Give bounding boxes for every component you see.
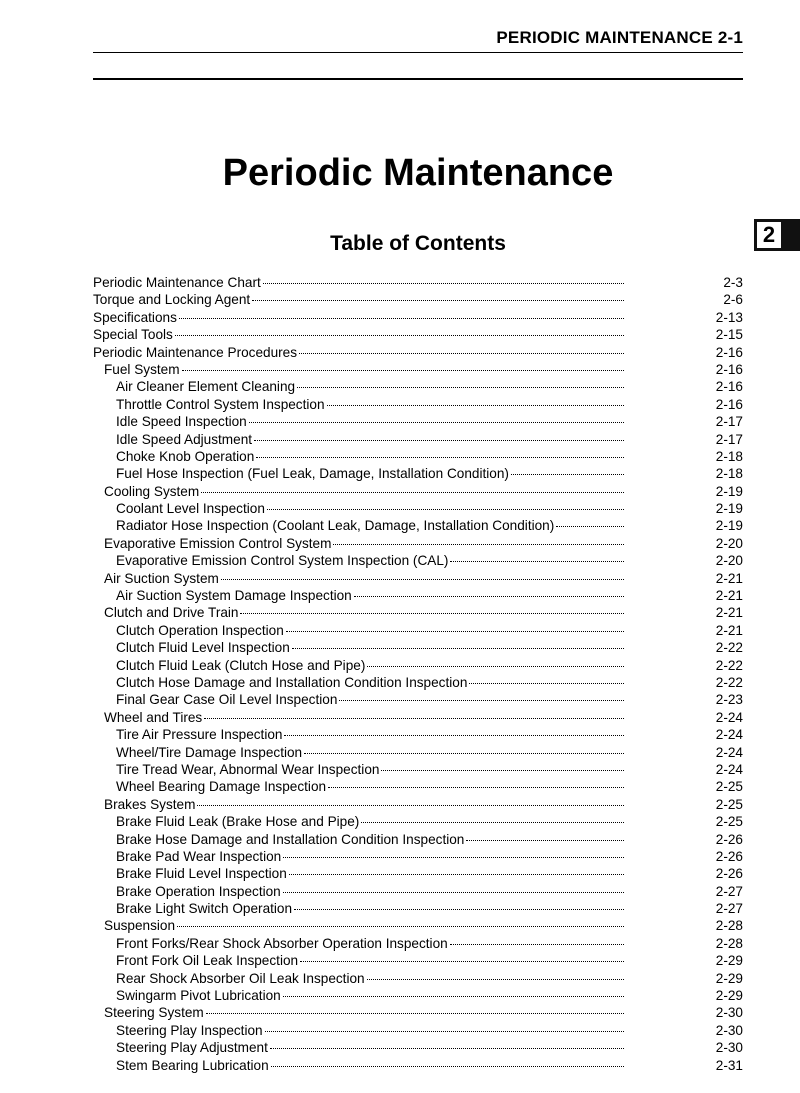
toc-entry-page: 2-30 <box>715 1022 743 1038</box>
toc-entry[interactable] <box>93 448 743 465</box>
toc-entry-label: Brake Light Switch Operation <box>116 901 293 917</box>
toc-entry-page: 2-22 <box>715 674 743 690</box>
toc-entry-label: Periodic Maintenance Chart <box>93 275 261 290</box>
toc-entry[interactable] <box>93 709 743 726</box>
toc-entry[interactable] <box>93 483 743 500</box>
toc-entry-page: 2-22 <box>715 657 743 673</box>
toc-entry-page: 2-24 <box>715 727 743 743</box>
toc-entry[interactable] <box>93 378 743 395</box>
toc-entry-label: Steering Play Adjustment <box>116 1040 268 1056</box>
toc-dot-leader <box>333 542 624 545</box>
toc-entry-label: Brake Fluid Level Inspection <box>116 866 287 882</box>
toc-entry[interactable] <box>93 500 743 517</box>
toc-entry-label: Stem Bearing Lubrication <box>116 1057 269 1073</box>
toc-dot-leader <box>469 681 624 684</box>
toc-entry-page: 2-24 <box>715 709 743 725</box>
toc-dot-leader <box>204 716 624 719</box>
toc-entry[interactable] <box>93 744 743 761</box>
toc-entry[interactable] <box>93 1039 743 1056</box>
toc-dot-leader <box>256 455 624 458</box>
toc-entry-label: Front Forks/Rear Shock Absorber Operation Inspection <box>116 935 448 951</box>
toc-entry[interactable] <box>93 657 743 674</box>
toc-entry[interactable] <box>93 674 743 691</box>
toc-entry-label: Cooling System <box>104 483 200 499</box>
toc-dot-leader <box>179 316 624 319</box>
toc-entry-page: 2-6 <box>723 292 743 308</box>
toc-entry-label: Air Cleaner Element Cleaning <box>116 379 296 395</box>
toc-dot-leader <box>175 333 624 336</box>
toc-dot-leader <box>283 855 624 858</box>
toc-entry-page: 2-21 <box>715 605 743 621</box>
toc-entry-page: 2-31 <box>715 1057 743 1073</box>
toc-entry-label: Clutch Hose Damage and Installation Condition Inspection <box>116 674 468 690</box>
toc-dot-leader <box>381 768 624 771</box>
toc-entry[interactable] <box>93 465 743 482</box>
toc-entry[interactable] <box>93 361 743 378</box>
toc-dot-leader <box>267 507 624 510</box>
toc-dot-leader <box>299 351 624 354</box>
toc-dot-leader <box>294 907 624 910</box>
toc-dot-leader <box>271 1064 624 1067</box>
toc-entry-page: 2-25 <box>715 779 743 795</box>
toc-entry-label: Air Suction System <box>104 570 219 586</box>
toc-entry[interactable] <box>93 900 743 917</box>
toc-entry-label: Fuel System <box>104 361 180 377</box>
toc-entry-page: 2-13 <box>715 309 743 325</box>
toc-entry-label: Brake Fluid Leak (Brake Hose and Pipe) <box>116 814 360 830</box>
toc-entry-page: 2-24 <box>715 761 743 777</box>
toc-entry[interactable] <box>93 848 743 865</box>
toc-entry[interactable] <box>93 726 743 743</box>
toc-dot-leader <box>450 942 624 945</box>
toc-dot-leader <box>249 420 624 423</box>
toc-heading: Table of Contents <box>330 232 506 255</box>
toc-dot-leader <box>289 872 624 875</box>
toc-entry-label: Wheel/Tire Damage Inspection <box>116 744 303 760</box>
toc-entry[interactable] <box>93 274 743 291</box>
toc-entry-label: Special Tools <box>93 327 173 343</box>
toc-dot-leader <box>265 1029 624 1032</box>
toc-entry-label: Throttle Control System Inspection <box>116 396 325 412</box>
toc-entry[interactable] <box>93 604 743 621</box>
toc-dot-leader <box>270 1046 624 1049</box>
toc-entry-page: 2-27 <box>715 901 743 917</box>
toc-entry-label: Brake Operation Inspection <box>116 883 281 899</box>
toc-dot-leader <box>556 524 624 527</box>
toc-entry[interactable] <box>93 761 743 778</box>
toc-entry-page: 2-19 <box>715 518 743 534</box>
toc-entry[interactable] <box>93 517 743 534</box>
toc-entry-label: Swingarm Pivot Lubrication <box>116 988 281 1004</box>
toc-entry[interactable] <box>93 691 743 708</box>
toc-entry-page: 2-17 <box>715 414 743 430</box>
toc-entry[interactable] <box>93 831 743 848</box>
toc-dot-leader <box>283 890 624 893</box>
toc-dot-leader <box>263 281 624 284</box>
toc-entry-label: Fuel Hose Inspection (Fuel Leak, Damage, Installation Condition) <box>116 466 509 482</box>
toc-entry-label: Rear Shock Absorber Oil Leak Inspection <box>116 970 365 986</box>
chapter-number: 2 <box>757 222 781 248</box>
toc-entry-page: 2-16 <box>715 361 743 377</box>
toc-entry-label: Brake Hose Damage and Installation Condition Inspection <box>116 831 465 847</box>
toc-entry-page: 2-16 <box>715 379 743 395</box>
toc-dot-leader <box>354 594 624 597</box>
toc-entry[interactable] <box>93 883 743 900</box>
toc-entry[interactable] <box>93 1004 743 1021</box>
toc-dot-leader <box>286 629 624 632</box>
header-rule-bottom <box>93 78 743 80</box>
toc-entry-page: 2-24 <box>715 744 743 760</box>
toc-entry-label: Choke Knob Operation <box>116 448 255 464</box>
toc-entry[interactable] <box>93 309 743 326</box>
toc-entry-label: Torque and Locking Agent <box>93 292 251 308</box>
toc-entry[interactable] <box>93 291 743 308</box>
toc-entry-page: 2-29 <box>715 988 743 1004</box>
toc-entry-page: 2-26 <box>715 831 743 847</box>
toc-dot-leader <box>201 490 624 493</box>
toc-entry-page: 2-29 <box>715 970 743 986</box>
toc-entry-page: 2-21 <box>715 622 743 638</box>
toc-entry[interactable] <box>93 796 743 813</box>
toc-entry-label: Steering Play Inspection <box>116 1022 263 1038</box>
toc-dot-leader <box>466 838 624 841</box>
toc-entry-label: Idle Speed Inspection <box>116 414 247 430</box>
toc-entry[interactable] <box>93 935 743 952</box>
toc-entry-label: Suspension <box>104 918 176 934</box>
toc-dot-leader <box>240 611 624 614</box>
toc-entry-page: 2-23 <box>715 692 743 708</box>
toc-entry-page: 2-18 <box>715 466 743 482</box>
toc-entry-label: Tire Air Pressure Inspection <box>116 727 283 743</box>
toc-entry[interactable] <box>93 535 743 552</box>
toc-entry[interactable] <box>93 778 743 795</box>
toc-entry-page: 2-17 <box>715 431 743 447</box>
toc-entry-page: 2-25 <box>715 796 743 812</box>
toc-entry-page: 2-29 <box>715 953 743 969</box>
toc-entry[interactable] <box>93 431 743 448</box>
toc-entry-label: Idle Speed Adjustment <box>116 431 253 447</box>
toc-entry[interactable] <box>93 865 743 882</box>
toc-dot-leader <box>206 1011 624 1014</box>
toc-entry-page: 2-22 <box>715 640 743 656</box>
toc-dot-leader <box>367 664 624 667</box>
toc-entry[interactable] <box>93 1022 743 1039</box>
toc-dot-leader <box>304 751 624 754</box>
toc-entry-page: 2-21 <box>715 570 743 586</box>
toc-dot-leader <box>284 733 624 736</box>
toc-dot-leader <box>182 368 624 371</box>
toc-entry-label: Brakes System <box>104 796 196 812</box>
toc-entry-page: 2-25 <box>715 814 743 830</box>
header-rule-top <box>93 52 743 53</box>
toc-dot-leader <box>283 994 624 997</box>
toc-entry-page: 2-28 <box>715 918 743 934</box>
toc-dot-leader <box>367 977 624 980</box>
toc-entry-page: 2-21 <box>715 588 743 604</box>
toc-entry-label: Final Gear Case Oil Level Inspection <box>116 692 338 708</box>
toc-entry-label: Clutch and Drive Train <box>104 605 239 621</box>
toc-entry[interactable] <box>93 396 743 413</box>
toc-dot-leader <box>450 559 624 562</box>
toc-entry[interactable] <box>93 587 743 604</box>
toc-entry[interactable] <box>93 570 743 587</box>
toc-dot-leader <box>328 785 624 788</box>
toc-entry[interactable] <box>93 344 743 361</box>
table-of-contents <box>93 274 743 1074</box>
running-header: PERIODIC MAINTENANCE 2-1 <box>496 28 743 47</box>
toc-dot-leader <box>297 385 624 388</box>
toc-entry-page: 2-19 <box>715 501 743 517</box>
toc-entry-label: Air Suction System Damage Inspection <box>116 588 352 604</box>
toc-entry-label: Clutch Operation Inspection <box>116 622 284 638</box>
toc-entry[interactable] <box>93 952 743 969</box>
toc-entry-label: Clutch Fluid Level Inspection <box>116 640 290 656</box>
toc-entry-page: 2-19 <box>715 483 743 499</box>
toc-entry-label: Clutch Fluid Leak (Clutch Hose and Pipe) <box>116 657 366 673</box>
toc-dot-leader <box>254 438 624 441</box>
toc-entry-label: Brake Pad Wear Inspection <box>116 848 282 864</box>
toc-entry[interactable] <box>93 413 743 430</box>
toc-entry-page: 2-26 <box>715 866 743 882</box>
toc-entry-page: 2-30 <box>715 1005 743 1021</box>
toc-entry-label: Evaporative Emission Control System <box>104 535 332 551</box>
toc-entry[interactable] <box>93 639 743 656</box>
toc-entry-label: Coolant Level Inspection <box>116 501 265 517</box>
toc-entry-page: 2-28 <box>715 935 743 951</box>
toc-entry-page: 2-30 <box>715 1040 743 1056</box>
toc-entry-page: 2-16 <box>715 396 743 412</box>
toc-entry-label: Radiator Hose Inspection (Coolant Leak, Damage, Installation Condition) <box>116 518 555 534</box>
toc-entry-label: Periodic Maintenance Procedures <box>93 344 298 360</box>
toc-entry-label: Front Fork Oil Leak Inspection <box>116 953 299 969</box>
toc-entry-label: Wheel Bearing Damage Inspection <box>116 779 327 795</box>
page-title: Periodic Maintenance <box>222 152 614 194</box>
toc-entry[interactable] <box>93 917 743 934</box>
toc-entry-label: Evaporative Emission Control System Inspection (CAL) <box>116 553 449 569</box>
toc-dot-leader <box>197 803 624 806</box>
toc-dot-leader <box>361 820 624 823</box>
toc-entry-label: Specifications <box>93 309 177 325</box>
toc-entry-page: 2-18 <box>715 448 743 464</box>
toc-entry[interactable] <box>93 970 743 987</box>
toc-entry[interactable] <box>93 987 743 1004</box>
toc-entry[interactable] <box>93 813 743 830</box>
toc-entry-page: 2-20 <box>715 535 743 551</box>
toc-dot-leader <box>252 298 624 301</box>
toc-dot-leader <box>300 959 624 962</box>
toc-dot-leader <box>292 646 624 649</box>
toc-entry-page: 2-26 <box>715 848 743 864</box>
toc-entry-page: 2-27 <box>715 883 743 899</box>
toc-dot-leader <box>339 698 624 701</box>
toc-entry[interactable] <box>93 552 743 569</box>
toc-dot-leader <box>221 577 624 580</box>
toc-entry-page: 2-15 <box>715 327 743 343</box>
toc-entry[interactable] <box>93 1057 743 1074</box>
toc-entry[interactable] <box>93 326 743 343</box>
toc-dot-leader <box>511 472 624 475</box>
toc-entry-label: Wheel and Tires <box>104 709 203 725</box>
toc-entry-label: Steering System <box>104 1005 204 1021</box>
toc-entry-page: 2-3 <box>723 275 743 290</box>
toc-entry[interactable] <box>93 622 743 639</box>
toc-entry-page: 2-16 <box>715 344 743 360</box>
toc-dot-leader <box>177 924 624 927</box>
toc-entry-label: Tire Tread Wear, Abnormal Wear Inspection <box>116 761 380 777</box>
toc-dot-leader <box>327 403 624 406</box>
toc-entry-page: 2-20 <box>715 553 743 569</box>
